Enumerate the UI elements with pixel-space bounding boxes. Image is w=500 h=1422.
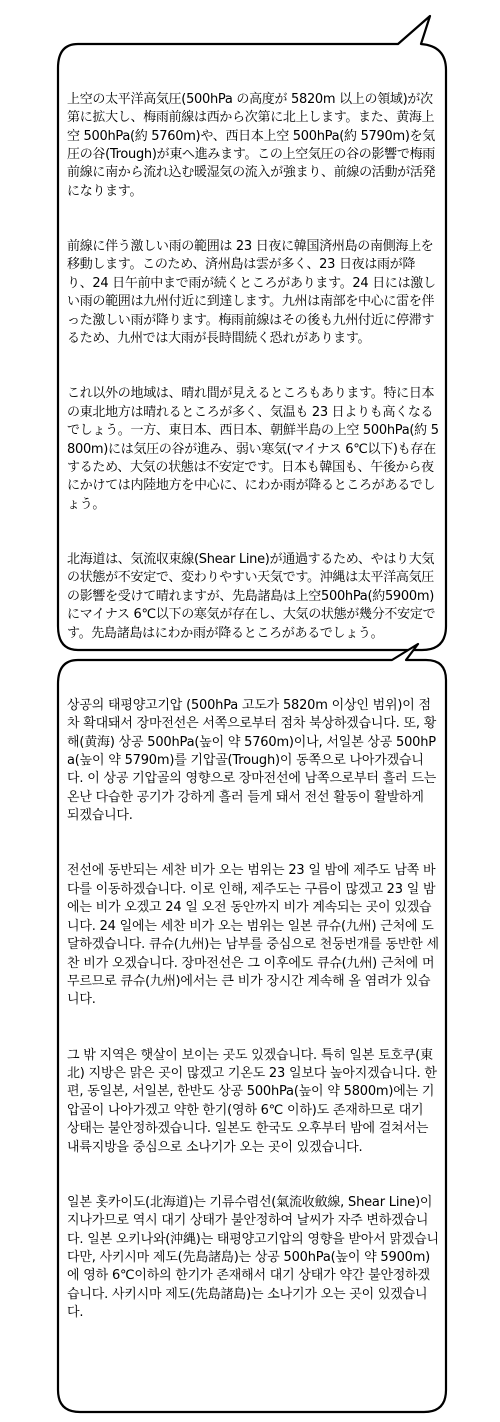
japanese-paragraph-4: 北海道は、気流収束線(Shear Line)が通過するため、やはり大気の状態が不安定で、変わりやすい天気です。沖縄は太平洋高気圧の影響を受けて晴れますが、先島諸島は上空500hPa(約5900m)にマイナス 6℃以下の寒気が存在し、大気の状態が幾分不安定です。先島諸島はにわか雨が降るところがあるでしょう。 [67,551,436,641]
japanese-paragraph-3: これ以外の地域は、晴れ間が見えるところもあります。特に日本の東北地方は晴れるところが多く、気温も 23 日よりも高くなるでしょう。一方、東日本、西日本、朝鮮半島の上空 500hPa(約 5800m)には気圧の谷が進み、弱い寒気(マイナス 6℃以下)も存在するため、大気の状態は不安定です。日本も韓国も、午後から夜にかけては内陸地方を中心に、にわか雨が降るところがあるでしょう。 [67,386,439,512]
korean-paragraph-4: 일본 홋카이도(北海道)는 기류수렴선(氣流收斂線, Shear Line)이 지나가므로 역시 대기 상태가 불안정하여 날씨가 자주 변하겠습니다. 일본 오키나와(沖縄)는 태평양고기압의 영향을 받아서 맑겠습니다만, 사키시마 제도(先島諸島)는 상공 500hPa(높이 약 5900m)에 영하 6℃이하의 한기가 존재해서 대기 상태가 약간 불안정하겠습니다. 사키시마 제도(先島諸島)는 소나기가 오는 곳이 있겠습니다. [67,1194,439,1321]
japanese-paragraph-2: 前線に伴う激しい雨の範囲は 23 日夜に韓国済州島の南側海上を移動します。このため、済州島は雲が多く、23 日夜は雨が降り、24 日午前中まで雨が続くところがあります。24 日には激しい雨の範囲は九州付近に到達します。九州は南部を中心に雷を伴った激しい雨が降ります。梅雨前線はその後も九州付近に停滞するため、九州では大雨が長時間続く恐れがあります。 [67,239,436,347]
japanese-paragraph-1: 上空の太平洋高気圧(500hPa の高度が 5820m 以上の領域)が次第に拡大し、梅雨前線は西から次第に北上します。また、黄海上空 500hPa(約 5760m)や、西日本上空 500hPa(約 5790m)を気圧の谷(Trough)が東へ進みます。この上空気圧の谷の影響で梅雨前線に南から流れ込む暖湿気の流入が強まり、前線の活動が活発になります。 [67,91,436,199]
korean-forecast-text [67,660,439,1341]
korean-paragraph-3: 그 밖 지역은 햇살이 보이는 곳도 있겠습니다. 특히 일본 토호쿠(東北) 지방은 맑은 곳이 많겠고 기온도 23 일보다 높아지겠습니다. 한편, 동일본, 서일본, 한반도 상공 500hPa(높이 약 5800m)에는 기압골이 나아가겠고 약한 한기(영하 6℃ 이하)도 존재하므로 대기 상태는 불안정하겠습니다. 일본도 한국도 오후부터 밤에 걸쳐서는 내륙지방을 중심으로 소나기가 오는 곳이 있겠습니다. [67,1047,437,1155]
japanese-forecast-text [67,54,439,661]
korean-paragraph-2: 전선에 동반되는 세찬 비가 오는 범위는 23 일 밤에 제주도 남쪽 바다를 이동하겠습니다. 이로 인해, 제주도는 구름이 많겠고 23 일 밤에는 비가 오겠고 24 일 오전 동안까지 비가 계속되는 곳이 있겠습니다. 24 일에는 세찬 비가 오는 범위는 일본 큐슈(九州) 근처에 도달하겠습니다. 큐슈(九州)는 남부를 중심으로 천둥번개를 동반한 세찬 비가 오겠습니다. 장마전선은 그 이후에도 큐슈(九州) 근처에 머무르므로 큐슈(九州)에서는 큰 비가 장시간 계속해 올 염려가 있습니다. [67,863,439,1008]
korean-paragraph-1: 상공의 태평양고기압 (500hPa 고도가 5820m 이상인 범위)이 점차 확대돼서 장마전선은 서쪽으로부터 점차 북상하겠습니다. 또, 황해(黄海) 상공 500hPa(높이 약 5760m)이나, 서일본 상공 500hPa(높이 약 5790m)를 기압골(Trough)이 동쪽으로 나아가겠습니다. 이 상공 기압골의 영향으로 장마전선에 남쪽으로부터 흘러 드는 온난 다습한 공기가 강하게 흘러 들게 돼서 전선 활동이 활발하게 되겠습니다. [67,697,440,824]
